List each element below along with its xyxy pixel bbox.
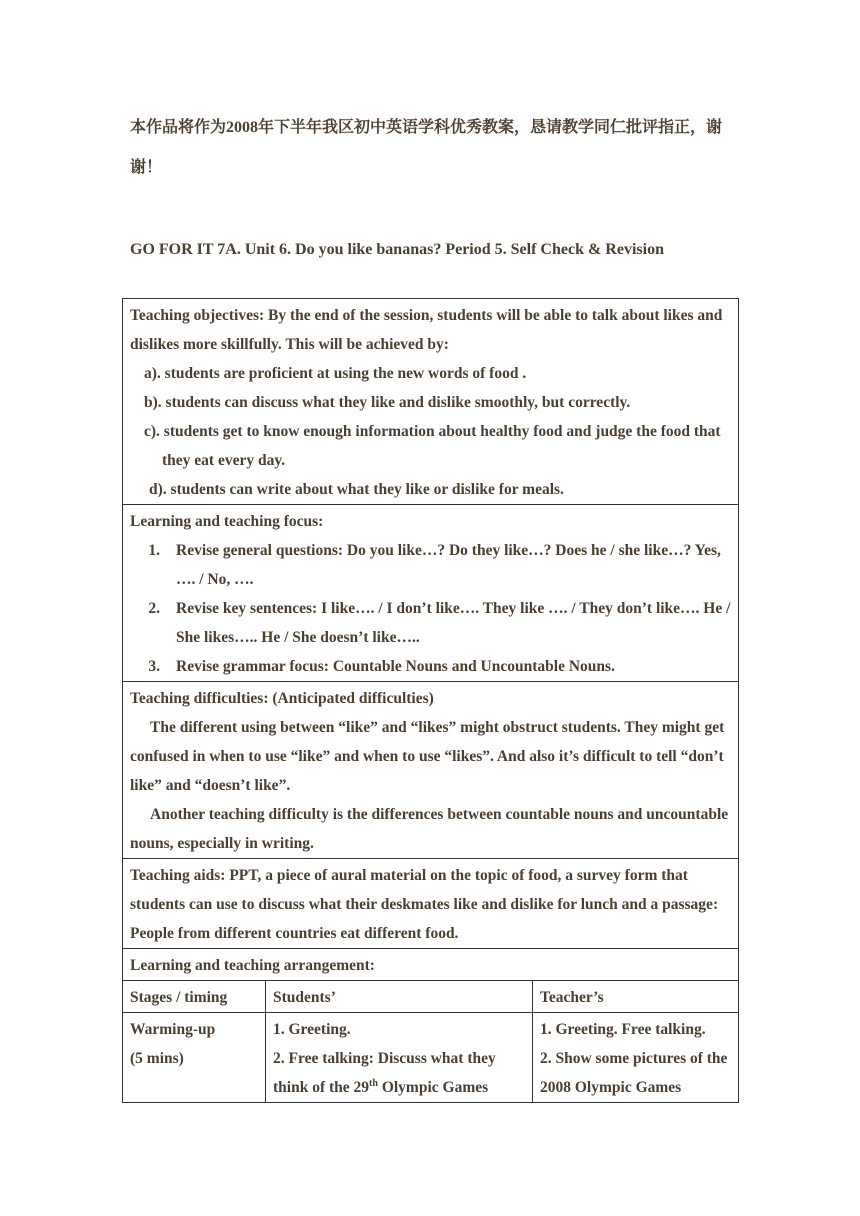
- table-row: [123, 1013, 739, 1103]
- difficulties-paragraph: Another teaching difficulty is the differences between countable nouns and uncountable nouns, especially in writing.: [130, 806, 729, 852]
- students-step-text: 2. Free talking: Discuss what they think of the 29: [273, 1050, 496, 1096]
- objective-item: a). students are proficient at using the new words of food .: [144, 365, 527, 382]
- stage-timing: (5 mins): [130, 1050, 184, 1067]
- teacher-step: 1. Greeting. Free talking.: [540, 1021, 706, 1038]
- focus-item-number: 3.: [148, 658, 160, 675]
- focus-item: [130, 536, 732, 594]
- focus-item-text: Revise key sentences: I like…. / I don’t like…. They like …. / They don’t like…. He / She likes….. He / She doesn’t like…..: [176, 600, 731, 646]
- students-step: 1. Greeting.: [273, 1021, 351, 1038]
- arrangement-heading: Learning and teaching arrangement:: [123, 949, 739, 981]
- objective-item: [130, 417, 732, 475]
- focus-item: [130, 594, 732, 652]
- focus-cell: [123, 505, 739, 682]
- aids-cell: Teaching aids: PPT, a piece of aural material on the topic of food, a survey form that students can use to discuss what their deskmates like and dislike for lunch and a passage: People from different countries eat different food.: [123, 859, 739, 949]
- difficulties-paragraph: The different using between “like” and “likes” might obstruct students. They might get confused in when to use “like” and when to use “likes”. And also it’s difficult to tell “don’t like” and “doesn’t like”.: [130, 719, 725, 794]
- focus-item-number: 1.: [148, 542, 160, 559]
- focus-item: [130, 652, 732, 681]
- focus-item-text: Revise grammar focus: Countable Nouns and Uncountable Nouns.: [176, 658, 615, 675]
- stage-cell: [123, 1013, 266, 1103]
- students-step: [273, 1044, 526, 1102]
- objective-item: d). students can write about what they like or dislike for meals.: [149, 481, 564, 498]
- difficulties-cell: [123, 682, 739, 859]
- arrangement-header-row: [123, 981, 739, 1013]
- column-header-stage: Stages / timing: [123, 981, 266, 1013]
- submission-note: 本作品将作为2008年下半年我区初中英语学科优秀教案，恳请教学同仁批评指正，谢谢！: [130, 119, 723, 176]
- teacher-step: 2. Show some pictures of the 2008 Olympic Games: [540, 1050, 728, 1096]
- column-header-teacher: Teacher’s: [533, 981, 739, 1013]
- students-cell: [266, 1013, 533, 1103]
- teacher-cell: [533, 1013, 739, 1103]
- difficulties-heading: Teaching difficulties: (Anticipated difficulties): [130, 690, 434, 707]
- objective-item-text: c). students get to know enough information about healthy food and judge the food that they eat every day.: [144, 423, 721, 469]
- focus-row: [123, 505, 739, 682]
- objectives-row: [123, 299, 739, 505]
- difficulties-row: [123, 682, 739, 859]
- ordinal-suffix: th: [369, 1077, 378, 1089]
- aids-row: [123, 859, 739, 949]
- objectives-cell: [123, 299, 739, 505]
- students-step-text-end: Olympic Games: [377, 1079, 489, 1096]
- focus-item-number: 2.: [148, 600, 160, 617]
- objective-item: b). students can discuss what they like and dislike smoothly, but correctly.: [144, 394, 631, 411]
- focus-item-text: Revise general questions: Do you like…? Do they like…? Does he / she like…? Yes, …. / No, ….: [176, 542, 721, 588]
- arrangement-heading-row: [123, 949, 739, 981]
- lesson-plan-table: [122, 298, 739, 1103]
- lesson-title: GO FOR IT 7A. Unit 6. Do you like bananas? Period 5. Self Check & Revision: [130, 241, 664, 258]
- stage-name: Warming-up: [130, 1021, 216, 1038]
- column-header-students: Students’: [266, 981, 533, 1013]
- objectives-heading: Teaching objectives: By the end of the session, students will be able to talk about likes and dislikes more skillfully. This will be achieved by:: [130, 307, 723, 353]
- focus-heading: Learning and teaching focus:: [130, 513, 324, 530]
